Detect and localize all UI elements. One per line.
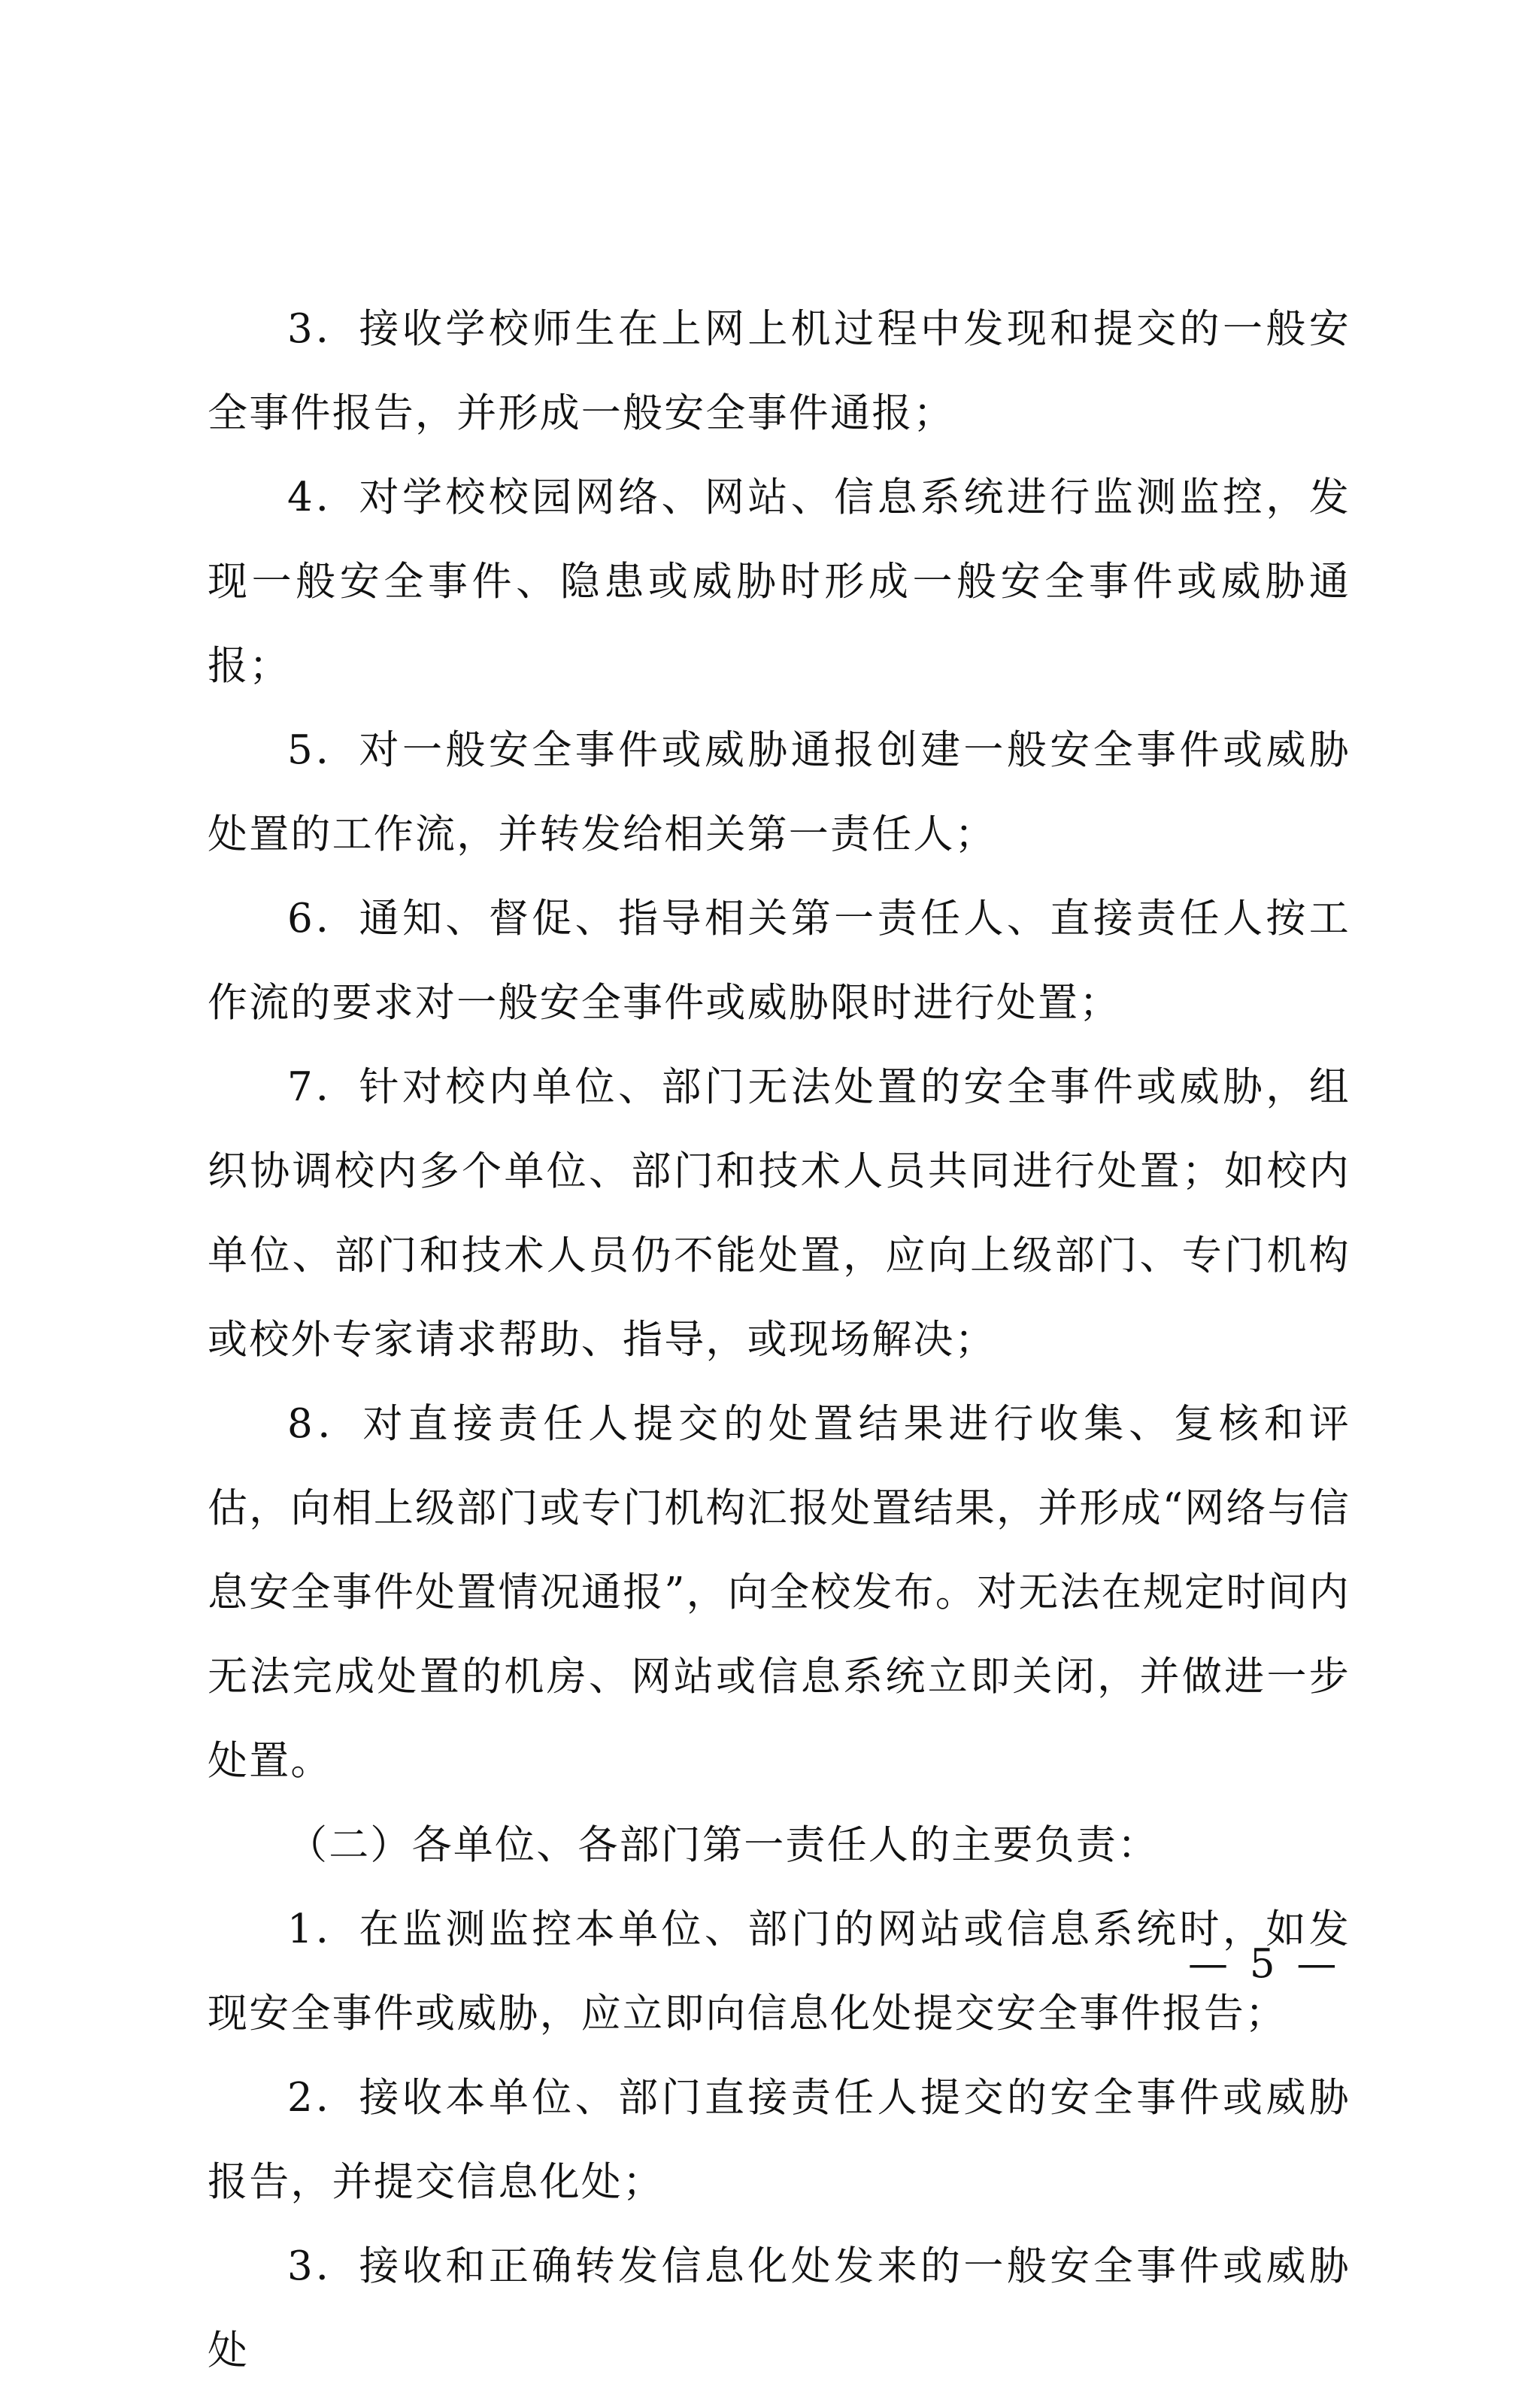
page-number: — 5 — [1188,1941,1341,1987]
paragraph-item-3-report-receipt: 3．接收学校师生在上网上机过程中发现和提交的一般安全事件报告，并形成一般安全事件通报； [208,306,1351,436]
paragraph-item-6-supervision: 6．通知、督促、指导相关第一责任人、直接责任人按工作流的要求对一般安全事件或威胁限时进行处置； [208,896,1351,1026]
paragraph-item-5-workflow: 5．对一般安全事件或威胁通报创建一般安全事件或威胁处置的工作流，并转发给相关第一责任人； [208,727,1351,857]
paragraph-item-3-forward-notice: 3．接收和正确转发信息化处发来的一般安全事件或威胁处 [208,2243,1351,2373]
document-body [208,287,1351,2393]
paragraph-item-4-monitoring: 4．对学校校园网络、网站、信息系统进行监测监控，发现一般安全事件、隐患或威胁时形成一般安全事件或威胁通报； [208,475,1351,689]
paragraph-item-1-report-submission: 1．在监测监控本单位、部门的网站或信息系统时，如发现安全事件或威胁，应立即向信息化处提交安全事件报告； [208,1906,1351,2037]
section-heading-first-responsible: （二）各单位、各部门第一责任人的主要负责： [287,1822,1160,1868]
paragraph-item-2-forward-report: 2．接收本单位、部门直接责任人提交的安全事件或威胁报告，并提交信息化处； [208,2075,1351,2205]
paragraph-item-8-results: 8．对直接责任人提交的处置结果进行收集、复核和评估，向相上级部门或专门机构汇报处置结果，并形成“网络与信息安全事件处置情况通报”，向全校发布。对无法在规定时间内无法完成处置的机房、网站或信息系统立即关闭，并做进一步处置。 [208,1401,1351,1784]
paragraph-item-7-coordination: 7．针对校内单位、部门无法处置的安全事件或威胁，组织协调校内多个单位、部门和技术人员共同进行处置；如校内单位、部门和技术人员仍不能处置，应向上级部门、专门机构或校外专家请求帮助、指导，或现场解决； [208,1064,1351,1363]
